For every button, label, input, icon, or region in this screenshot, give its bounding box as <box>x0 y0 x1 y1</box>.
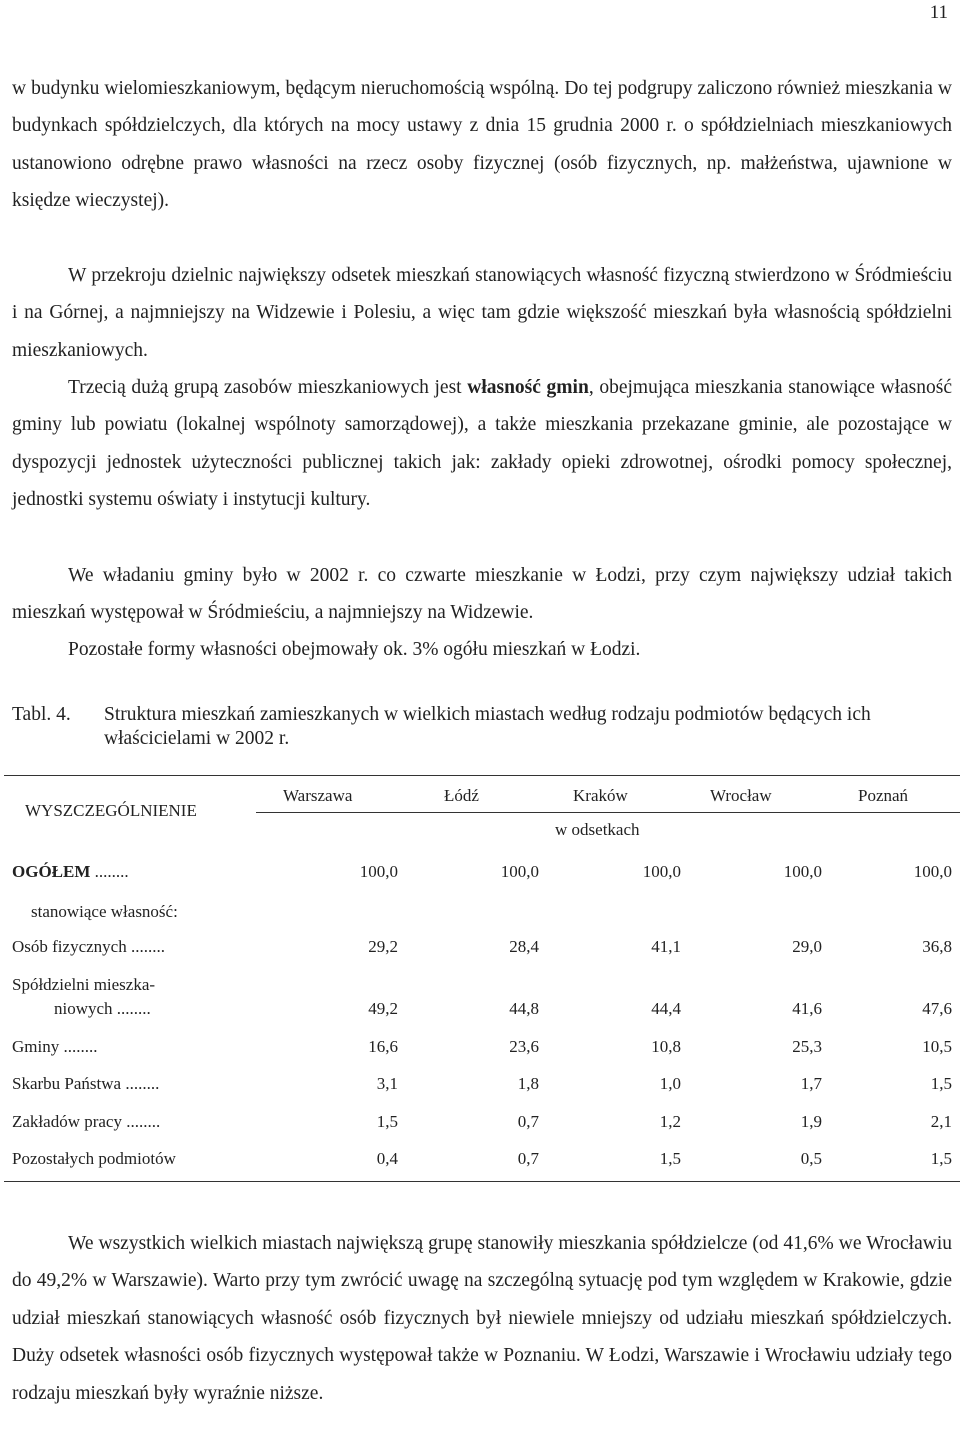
table-row <box>12 1074 956 1098</box>
row-label-continued: niowych ........ <box>54 999 151 1018</box>
cell-warszawa: 49,2 <box>368 999 398 1018</box>
cell-krakow: 100,0 <box>642 862 681 881</box>
table-row <box>12 1037 956 1061</box>
cell-lodz: 100,0 <box>500 862 539 881</box>
cell-warszawa: 0,4 <box>376 1149 398 1168</box>
paragraph-5: Pozostałe formy własności obejmowały ok. 3% ogółu mieszkań w Łodzi. <box>68 639 641 660</box>
cell-wroclaw: 0,5 <box>800 1149 822 1168</box>
cell-poznan: 10,5 <box>922 1037 952 1056</box>
cell-lodz: 28,4 <box>509 937 539 956</box>
column-header-lodz: Łódź <box>444 786 479 805</box>
table-caption <box>12 703 952 749</box>
row-label: Skarbu Państwa ........ <box>12 1074 160 1093</box>
column-header-krakow: Kraków <box>573 786 628 805</box>
cell-warszawa: 29,2 <box>368 937 398 956</box>
table-header-label: WYSZCZEGÓLNIENIE <box>25 801 197 820</box>
cell-wroclaw: 29,0 <box>792 937 822 956</box>
cell-poznan: 1,5 <box>930 1149 952 1168</box>
table-row <box>12 1149 956 1173</box>
paragraph-6: We wszystkich wielkich miastach największą grupę stanowiły mieszkania spółdzielcze (od 41,6% we Wrocławiu do 49,2% w Warszawie). Warto przy tym zwrócić uwagę na szczególną sytuację pod tym względem w Krakowie, gdzie udział mieszkań stanowiących własność osób fizycznych był niewiele mniejszy od udziału mieszkań spółdzielczych. Duży odsetek własności osób fizycznych występował także w Poznaniu. W Łodzi, Warszawie i Wrocławiu udziały tego rodzaju mieszkań były wyraźnie niższe. <box>12 1233 952 1404</box>
paragraph-1: w budynku wielomieszkaniowym, będącym nieruchomością wspólną. Do tej podgrupy zaliczono również mieszkania w budynkach spółdzielczych, dla których na mocy ustawy z dnia 15 grudnia 2000 r. o spółdzielniach mieszkaniowych ustanowiono odrębne prawo własności na rzecz osoby fizycznej (osób fizycznych, np. małżeństwa, ujawnione w księdze wieczystej). <box>12 78 952 212</box>
column-header-poznan: Poznań <box>858 786 909 805</box>
cell-warszawa: 100,0 <box>359 862 398 881</box>
cell-poznan: 47,6 <box>922 999 952 1018</box>
row-label: Gminy ........ <box>12 1037 98 1056</box>
cell-wroclaw: 41,6 <box>792 999 822 1018</box>
cell-lodz: 44,8 <box>509 999 539 1018</box>
table-subheader: stanowiące własność: <box>31 902 178 921</box>
table-caption-label: Tabl. 4. <box>12 704 71 725</box>
cell-lodz: 0,7 <box>517 1149 539 1168</box>
cell-krakow: 1,2 <box>659 1112 681 1131</box>
row-label <box>12 862 129 882</box>
paragraph-2: W przekroju dzielnic największy odsetek mieszkań stanowiących własność fizyczną stwierdzono w Śródmieściu i na Górnej, a najmniejszy na Widzewie i Polesiu, a więc tam gdzie większość mieszkań była własnością spółdzielni mieszkaniowych. <box>12 265 952 361</box>
cell-wroclaw: 1,7 <box>800 1074 822 1093</box>
cell-wroclaw: 100,0 <box>783 862 822 881</box>
table-row <box>12 937 956 961</box>
cell-krakow: 10,8 <box>651 1037 681 1056</box>
row-label: Spółdzielni mieszka- <box>12 975 156 994</box>
paragraph-3-rest: , obejmująca mieszkania stanowiące własność gminy lub powiatu (lokalnej wspólnoty samorządowej), a także mieszkania przekazane gminie, ale pozostające w dyspozycji jednostek użyteczności publicznej takich jak: zakłady opieki zdrowotnej, ośrodki pomocy społecznej, jednostki systemu oświaty i instytucji kultury. <box>12 377 953 511</box>
paragraph-4: We władaniu gminy było w 2002 r. co czwarte mieszkanie w Łodzi, przy czym największy udział takich mieszkań występował w Śródmieściu, a najmniejszy na Widzewie. <box>12 565 952 624</box>
total-dots: ........ <box>90 862 129 881</box>
cell-krakow: 41,1 <box>651 937 681 956</box>
cell-lodz: 23,6 <box>509 1037 539 1056</box>
table-row <box>12 975 956 1023</box>
paragraph-3 <box>12 369 952 519</box>
cell-krakow: 44,4 <box>651 999 681 1018</box>
cell-poznan: 100,0 <box>913 862 952 881</box>
table-row <box>12 1112 956 1136</box>
row-label: Pozostałych podmiotów <box>12 1149 176 1168</box>
column-header-wroclaw: Wrocław <box>710 786 772 805</box>
table-caption-text: Struktura mieszkań zamieszkanych w wielkich miastach według rodzaju podmiotów będących ich właścicielami w 2002 r. <box>104 704 871 749</box>
cell-lodz: 0,7 <box>517 1112 539 1131</box>
table-bottom-rule <box>4 1181 960 1182</box>
table-row-total <box>12 862 956 886</box>
column-header-warszawa: Warszawa <box>283 786 353 805</box>
table-header-rule <box>256 812 960 813</box>
paragraph-3-lead: Trzecią dużą grupą zasobów mieszkaniowych jest <box>68 377 468 398</box>
cell-warszawa: 3,1 <box>376 1074 398 1093</box>
cell-wroclaw: 25,3 <box>792 1037 822 1056</box>
table-unit: w odsetkach <box>555 820 640 839</box>
cell-poznan: 2,1 <box>930 1112 952 1131</box>
cell-warszawa: 16,6 <box>368 1037 398 1056</box>
cell-wroclaw: 1,9 <box>800 1112 822 1131</box>
total-label: OGÓŁEM <box>12 862 91 881</box>
table-top-rule <box>4 775 960 776</box>
cell-poznan: 36,8 <box>922 937 952 956</box>
paragraph-3-bold: własność gmin <box>467 377 589 398</box>
cell-krakow: 1,5 <box>659 1149 681 1168</box>
page-number: 11 <box>929 2 948 23</box>
row-label: Zakładów pracy ........ <box>12 1112 161 1131</box>
cell-poznan: 1,5 <box>930 1074 952 1093</box>
cell-krakow: 1,0 <box>659 1074 681 1093</box>
row-label: Osób fizycznych ........ <box>12 937 165 956</box>
cell-warszawa: 1,5 <box>376 1112 398 1131</box>
cell-lodz: 1,8 <box>517 1074 539 1093</box>
